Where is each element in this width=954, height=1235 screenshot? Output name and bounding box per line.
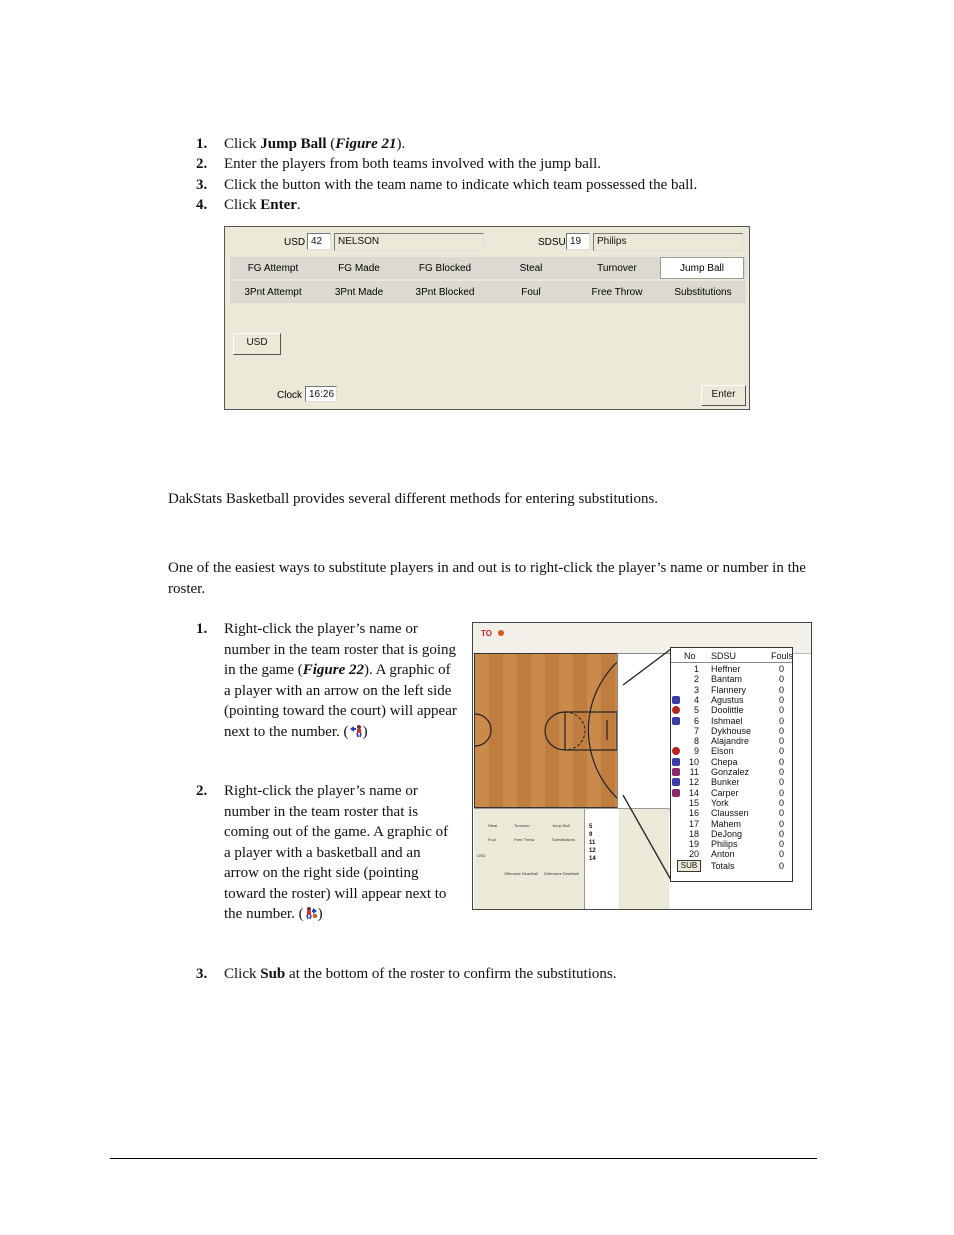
team1-number-field[interactable]: 42 [307, 233, 331, 250]
roster-number: 20 [688, 849, 699, 860]
roster-name: York [711, 797, 729, 808]
team1-name-field[interactable]: NELSON [334, 233, 484, 251]
free-throw-button[interactable]: Free Throw [591, 287, 643, 298]
lineup-item: 5 [589, 824, 593, 830]
roster-row[interactable] [671, 777, 792, 787]
roster-number: 3 [693, 684, 699, 695]
roster-name: Dykhouse [711, 725, 752, 736]
roster-row[interactable] [671, 695, 792, 705]
substitution-screenshot [472, 622, 812, 910]
team2-name-field[interactable]: Philips [593, 233, 743, 251]
fg-made-button[interactable]: FG Made [338, 263, 380, 274]
roster-name: Philips [711, 839, 738, 850]
totals-label: Totals [711, 861, 735, 871]
team1-label: USD [284, 237, 306, 248]
lineup-item: 11 [589, 840, 596, 846]
action-panel-small: Steal Turnover Jump Ball Foul Free Throw Substitutions USD Offensive Deadball Defensive Deadball 5 9 11 12 14 [474, 808, 669, 910]
roster-name: Gonzalez [711, 767, 750, 777]
totals-value: 0 [779, 861, 785, 871]
roster-name: Elson [711, 746, 734, 757]
player-in-icon [349, 724, 363, 738]
roster-header: No SDSU Fouls [671, 651, 792, 663]
roster-name: Mahem [711, 818, 742, 829]
enter-button[interactable]: Enter [701, 385, 746, 406]
roster-name: Carper [711, 787, 739, 798]
steal-button[interactable]: Steal [519, 263, 543, 274]
roster-name: Heffner [711, 664, 741, 674]
intro-paragraph: DakStats Basketball provides several different methods for entering substitutions. [168, 491, 659, 507]
lineup-item: 9 [589, 832, 593, 838]
roster-row[interactable] [671, 829, 792, 839]
lineup-item: 14 [589, 856, 596, 862]
roster-row[interactable] [671, 664, 792, 674]
roster-fouls: 0 [779, 674, 785, 685]
roster-fouls: 0 [779, 746, 785, 757]
roster-row[interactable] [671, 674, 792, 684]
right-click-paragraph: One of the easiest ways to substitute players in and out is to right-click the player’s name or number in the roster. [168, 560, 806, 597]
roster-fouls: 0 [779, 664, 785, 674]
roster-row[interactable] [671, 767, 792, 777]
step-item: 1. Right-click the player’s name or number in the team roster that is going in the game (Figure 22). A graphic of a player with an arrow on the left side (pointing toward the court) will appear next to the number. ( ) [196, 621, 457, 740]
roster-name: Bunker [711, 777, 740, 788]
roster-fouls: 0 [779, 797, 785, 808]
footer-rule [110, 1158, 817, 1159]
roster-number: 2 [693, 674, 699, 685]
clock-field[interactable]: 16:26 [305, 386, 337, 402]
roster-number: 8 [693, 736, 699, 747]
roster-row[interactable] [671, 685, 792, 695]
roster-fouls: 0 [779, 828, 785, 839]
roster-name: Doolittle [711, 705, 744, 716]
roster-row[interactable] [671, 819, 792, 829]
roster-number: 17 [688, 818, 699, 829]
roster-number: 10 [688, 756, 699, 767]
roster-number: 12 [688, 777, 699, 788]
roster-fouls: 0 [779, 777, 785, 788]
roster-name: Ishmael [711, 715, 743, 726]
roster-name: Chepa [711, 756, 738, 767]
roster-number: 7 [693, 725, 699, 736]
roster-fouls: 0 [779, 736, 785, 747]
roster-number: 11 [689, 767, 699, 777]
foul-button[interactable]: Foul [521, 287, 541, 298]
roster-row[interactable] [671, 849, 792, 859]
roster-row[interactable] [671, 746, 792, 756]
roster-row[interactable] [671, 736, 792, 746]
roster-name: Flannery [711, 684, 747, 695]
roster-number: 6 [693, 715, 699, 726]
roster-row[interactable] [671, 716, 792, 726]
roster-fouls: 0 [779, 839, 785, 850]
3pnt-blocked-button[interactable]: 3Pnt Blocked [415, 287, 475, 298]
team-roster-zoom [670, 647, 793, 882]
roster-row[interactable] [671, 798, 792, 808]
turnover-button[interactable]: Turnover [597, 263, 637, 274]
usd-team-button[interactable]: USD [233, 333, 281, 355]
jump-ball-button[interactable] [660, 257, 744, 279]
roster-fouls: 0 [779, 818, 785, 829]
jump-ball-label: Jump Ball [680, 263, 724, 274]
player-out-icon [304, 906, 318, 920]
lineup-item: 12 [589, 848, 596, 854]
roster-fouls: 0 [779, 808, 785, 819]
roster-fouls: 0 [779, 756, 785, 767]
clock-label: Clock [277, 390, 303, 401]
roster-number: 18 [688, 828, 699, 839]
roster-fouls: 0 [779, 725, 785, 736]
roster-number: 4 [693, 694, 699, 705]
roster-row[interactable] [671, 726, 792, 736]
roster-row[interactable] [671, 788, 792, 798]
sub-button[interactable]: SUB [677, 860, 701, 872]
roster-name: Claussen [711, 808, 749, 819]
roster-number: 14 [688, 787, 699, 798]
roster-name: DeJong [711, 828, 743, 839]
roster-name: Bantam [711, 674, 743, 685]
roster-fouls: 0 [779, 684, 785, 695]
roster-number: 15 [688, 797, 699, 808]
roster-row[interactable] [671, 808, 792, 818]
roster-fouls: 0 [779, 694, 785, 705]
roster-number: 19 [688, 839, 699, 850]
roster-name: Agustus [711, 694, 744, 705]
roster-row[interactable] [671, 757, 792, 767]
team2-label: SDSU [538, 237, 566, 248]
roster-number: 16 [688, 808, 699, 819]
roster-fouls: 0 [779, 787, 785, 798]
jump-ball-dialog [224, 226, 750, 410]
roster-number: 9 [693, 746, 699, 757]
roster-row[interactable] [671, 705, 792, 715]
team2-number-field[interactable]: 19 [566, 233, 590, 250]
fg-blocked-button[interactable]: FG Blocked [418, 263, 472, 274]
roster-row[interactable] [671, 839, 792, 849]
turnover-tool[interactable]: TO [481, 629, 492, 638]
roster-fouls: 0 [779, 715, 785, 726]
fg-attempt-button[interactable]: FG Attempt [247, 263, 299, 274]
roster-fouls: 0 [779, 767, 785, 777]
roster-number: 5 [693, 705, 699, 716]
substitutions-button[interactable]: Substitutions [674, 287, 732, 298]
3pnt-attempt-button[interactable]: 3Pnt Attempt [244, 287, 302, 298]
roster-name: Anton [711, 849, 735, 860]
roster-name: Alajandre [711, 736, 750, 747]
roster-fouls: 0 [779, 705, 785, 716]
roster-number: 1 [693, 664, 699, 674]
3pnt-made-button[interactable]: 3Pnt Made [334, 287, 384, 298]
step-item: 2. Right-click the player’s name or number in the team roster that is coming out of the game. A graphic of a player with a basketball and an arrow on the right side (pointing toward the roster) will appear next to the number. ( ) [196, 783, 449, 922]
roster-fouls: 0 [779, 849, 785, 860]
